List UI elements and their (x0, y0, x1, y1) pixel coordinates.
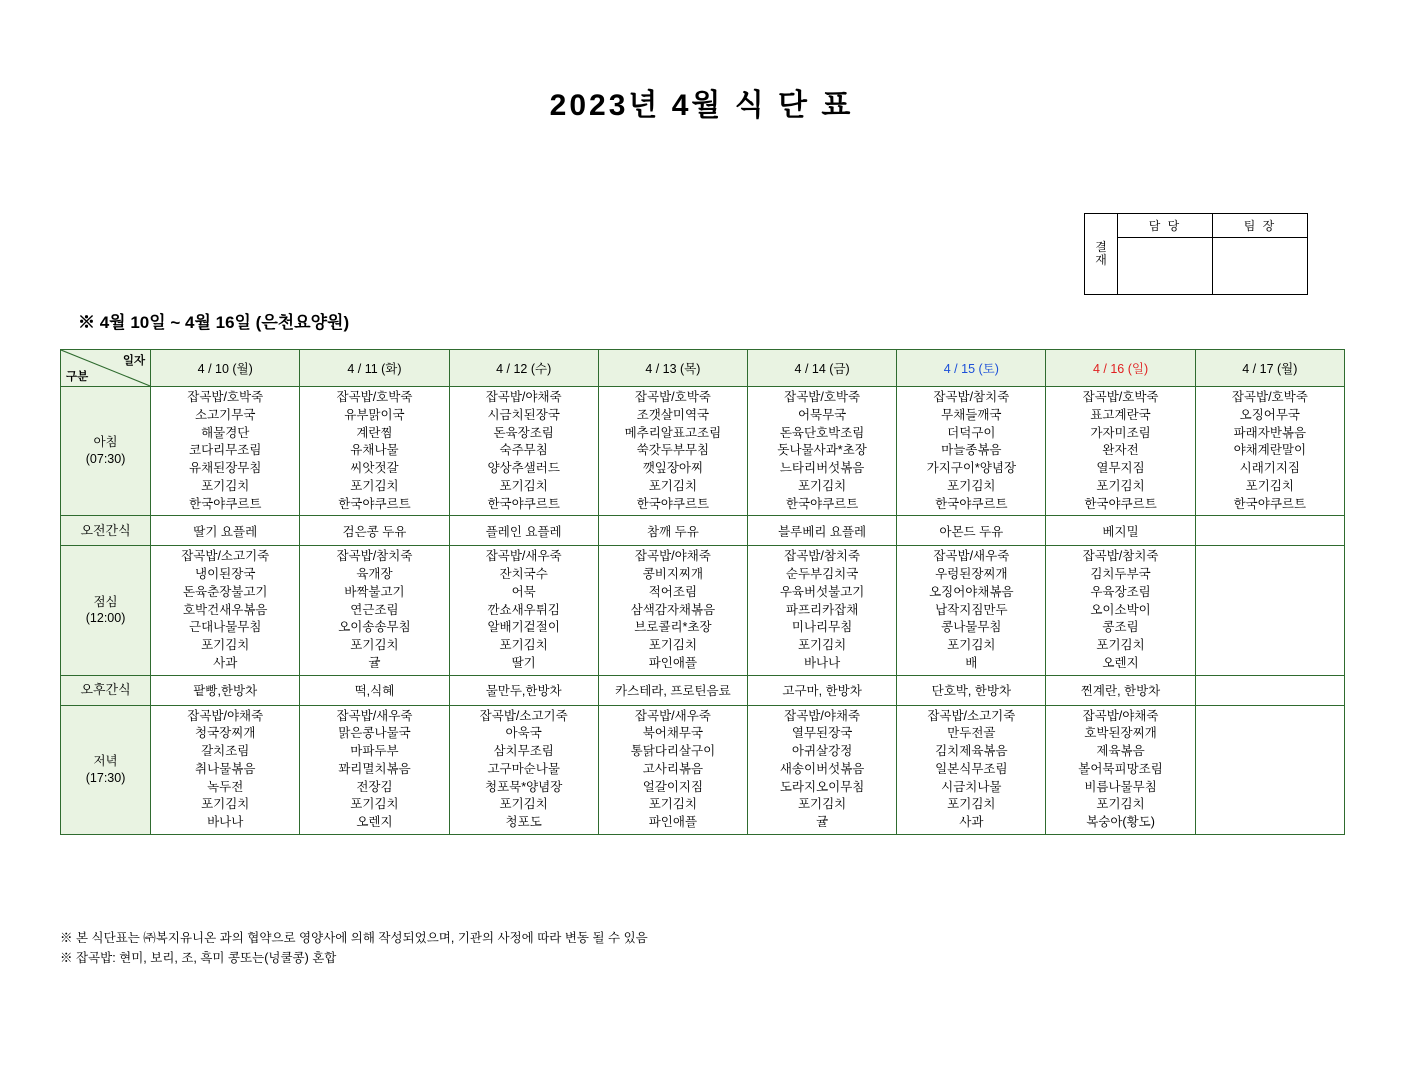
menu-item: 어묵 (511, 584, 536, 599)
menu-item: 포기김치 (350, 478, 399, 493)
menu-item: 삼치무조림 (493, 744, 554, 758)
menu-item: 가자미조림 (1090, 425, 1151, 440)
menu-item: 포기김치 (201, 797, 250, 812)
menu-item: 포기김치 (648, 638, 698, 652)
menu-item: 바나나 (207, 815, 244, 829)
menu-item: 잡곡밥/소고기죽 (181, 549, 270, 564)
menu-cell (748, 516, 897, 546)
menu-cell (1046, 675, 1195, 705)
menu-item: 잡곡밥/새우죽 (336, 708, 413, 723)
menu-item: 콩조림 (1102, 620, 1139, 635)
menu-item: 깐쇼새우튀김 (487, 602, 560, 617)
menu-item: 플레인 요플레 (485, 524, 562, 539)
menu-cell (151, 546, 300, 675)
menu-item: 유채된장무침 (189, 461, 262, 475)
corner-label-date: 일자 (122, 355, 146, 367)
menu-cell (300, 516, 449, 546)
menu-item: 도라지오이무침 (779, 779, 865, 794)
column-header-day-2: 4 / 11 (화) (300, 350, 449, 387)
menu-item: 포기김치 (1245, 478, 1294, 493)
menu-item: 바짝불고기 (344, 584, 405, 599)
menu-item: 고구마순나물 (487, 761, 560, 776)
menu-item: 한국야쿠르트 (636, 496, 710, 511)
menu-item: 포기김치 (350, 638, 399, 652)
menu-item: 잡곡밥/호박죽 (784, 390, 861, 404)
menu-item: 북어채무국 (642, 726, 704, 741)
menu-item: 포기김치 (1096, 797, 1145, 812)
column-header-day-8: 4 / 17 (월) (1195, 350, 1344, 387)
menu-item: 더덕구이 (947, 425, 996, 440)
menu-cell (598, 546, 747, 675)
menu-cell (449, 387, 598, 516)
menu-cell (1195, 546, 1344, 675)
menu-cell (449, 675, 598, 705)
menu-item: 포기김치 (1096, 638, 1145, 652)
menu-item: 잡곡밥/야채죽 (1082, 708, 1159, 723)
menu-item: 냉이된장국 (195, 567, 256, 581)
menu-cell (300, 387, 449, 516)
approval-sign-teamlead (1213, 238, 1308, 295)
menu-cell (449, 546, 598, 675)
menu-item: 잡곡밥/새우죽 (634, 708, 711, 723)
menu-item: 카스테라, 프로틴음료 (615, 684, 731, 698)
menu-item: 취나물볶음 (195, 761, 256, 776)
footnotes (60, 928, 648, 968)
menu-item: 잡곡밥/야채죽 (784, 708, 861, 723)
menu-item: 돈육장조림 (493, 425, 554, 440)
row-label-3 (61, 546, 151, 675)
menu-item: 소고기무국 (195, 407, 256, 422)
menu-item: 포기김치 (1096, 478, 1145, 493)
menu-item: 녹두전 (207, 779, 244, 794)
row-label-2: 오전간식 (61, 516, 151, 546)
menu-item: 콩비지찌개 (642, 567, 704, 581)
table-row (61, 705, 1345, 834)
menu-item: 김치제육볶음 (935, 744, 1008, 758)
menu-cell (1195, 387, 1344, 516)
menu-item: 씨앗젓갈 (350, 461, 399, 475)
menu-item: 적어조림 (648, 584, 698, 599)
menu-item: 연근조림 (350, 602, 399, 617)
menu-item: 맑은콩나물국 (338, 726, 411, 741)
menu-item: 어묵무국 (797, 407, 847, 422)
menu-item: 포기김치 (947, 638, 996, 652)
menu-item: 파인애플 (648, 815, 698, 829)
table-row (61, 546, 1345, 675)
row-label-line1: 저녁 (93, 753, 118, 768)
menu-item: 얼갈이지짐 (642, 779, 704, 794)
menu-item: 오렌지 (356, 815, 393, 829)
menu-item: 메추리알표고조림 (624, 425, 722, 440)
menu-item: 돈육단호박조림 (779, 425, 865, 440)
menu-item: 볼어묵피망조림 (1078, 761, 1163, 776)
menu-item: 귤 (816, 815, 829, 829)
menu-item: 열무지짐 (1096, 461, 1145, 475)
menu-item: 우육장조림 (1090, 584, 1151, 599)
menu-item: 잡곡밥/호박죽 (1082, 390, 1159, 404)
menu-item: 시금치된장국 (487, 407, 560, 422)
menu-item: 새송이버섯볶음 (779, 761, 865, 776)
menu-item: 완자전 (1102, 443, 1139, 458)
menu-cell (1195, 516, 1344, 546)
menu-cell (449, 705, 598, 834)
menu-cell (1046, 705, 1195, 834)
menu-item: 해물경단 (201, 425, 250, 440)
menu-item: 제육볶음 (1096, 744, 1145, 758)
menu-cell (151, 705, 300, 834)
menu-cell (300, 705, 449, 834)
menu-item: 양상추샐러드 (487, 461, 560, 475)
menu-item: 잡곡밥/호박죽 (1231, 390, 1308, 404)
row-label-line1: 점심 (93, 594, 118, 609)
menu-item: 표고계란국 (1090, 407, 1151, 422)
menu-item: 잔치국수 (499, 567, 548, 581)
menu-item: 참깨 두유 (647, 524, 699, 539)
menu-cell (151, 516, 300, 546)
menu-item: 브로콜리*초장 (634, 620, 712, 635)
menu-item: 한국야쿠르트 (935, 496, 1008, 511)
menu-item: 유채나물 (350, 443, 399, 458)
menu-item: 검은콩 두유 (342, 524, 407, 539)
menu-item: 꽈리멸치볶음 (338, 761, 411, 776)
menu-item: 떡,식혜 (354, 684, 395, 698)
menu-cell (897, 705, 1046, 834)
menu-item: 포기김치 (648, 478, 698, 493)
menu-item: 근대나물무침 (189, 620, 262, 635)
approval-col-teamlead: 팀 장 (1213, 214, 1308, 238)
menu-cell (598, 516, 747, 546)
menu-item: 잡곡밥/호박죽 (634, 390, 711, 404)
menu-item: 포기김치 (797, 638, 847, 652)
menu-item: 청국장찌개 (195, 726, 256, 741)
menu-document-page (0, 80, 1403, 1072)
menu-item: 아몬드 두유 (939, 524, 1004, 539)
column-header-day-1: 4 / 10 (월) (151, 350, 300, 387)
menu-item: 청포도 (505, 815, 542, 829)
menu-item: 베지밀 (1102, 524, 1139, 539)
menu-item: 찐계란, 한방차 (1080, 684, 1161, 698)
menu-item: 삼색감자채볶음 (630, 602, 716, 617)
menu-item: 포기김치 (499, 638, 548, 652)
row-label-1 (61, 387, 151, 516)
menu-item: 포기김치 (350, 797, 399, 812)
menu-item: 돈육춘장불고기 (182, 584, 268, 599)
menu-item: 잡곡밥/호박죽 (336, 390, 413, 404)
menu-item: 비름나물무침 (1084, 779, 1157, 794)
menu-item: 오이송송무침 (338, 620, 411, 635)
row-label-line2: (12:00) (85, 611, 126, 626)
menu-item: 돗나물사과*초장 (777, 443, 867, 458)
menu-item: 무채들깨국 (941, 407, 1002, 422)
row-label-5 (61, 705, 151, 834)
menu-item: 파래자반볶음 (1233, 425, 1307, 440)
menu-item: 야채계란말이 (1233, 443, 1307, 458)
menu-item: 포기김치 (201, 478, 250, 493)
footnote-2: ※ 잡곡밥: 현미, 보리, 조, 흑미 콩또는(넝쿨콩) 혼합 (60, 951, 337, 965)
menu-item: 한국야쿠르트 (1084, 496, 1157, 511)
menu-item: 단호박, 한방차 (931, 684, 1012, 698)
menu-cell (598, 675, 747, 705)
menu-item: 오렌지 (1102, 655, 1139, 670)
row-label-4: 오후간식 (61, 675, 151, 705)
menu-cell (300, 546, 449, 675)
menu-item: 숙주무침 (499, 443, 548, 458)
menu-item: 잡곡밥/야채죽 (485, 390, 562, 404)
approval-sign-manager (1118, 238, 1213, 295)
menu-item: 잡곡밥/호박죽 (187, 390, 264, 404)
menu-item: 잡곡밥/소고기죽 (927, 708, 1016, 723)
menu-item: 오징어야채볶음 (929, 584, 1014, 599)
menu-item: 포기김치 (797, 478, 847, 493)
menu-item: 일본식무조림 (935, 761, 1008, 776)
menu-cell (151, 675, 300, 705)
menu-cell (300, 675, 449, 705)
menu-item: 포기김치 (499, 478, 548, 493)
column-header-day-5: 4 / 14 (금) (748, 350, 897, 387)
menu-item: 우육버섯불고기 (779, 584, 865, 599)
column-header-day-6: 4 / 15 (토) (897, 350, 1046, 387)
menu-item: 배 (965, 655, 978, 670)
menu-cell (748, 705, 897, 834)
menu-item: 육개장 (356, 567, 393, 581)
menu-item: 알배기겉절이 (487, 620, 560, 635)
menu-item: 한국야쿠르트 (487, 496, 560, 511)
menu-item: 잡곡밥/소고기죽 (479, 708, 568, 723)
approval-box (1084, 213, 1308, 295)
menu-item: 김치두부국 (1090, 567, 1151, 581)
menu-item: 콩나물무침 (941, 620, 1002, 635)
table-row (61, 387, 1345, 516)
menu-item: 팥빵,한방차 (193, 684, 258, 698)
menu-item: 호박된장찌개 (1084, 726, 1157, 741)
menu-table (60, 349, 1345, 835)
menu-item: 잡곡밥/새우죽 (933, 549, 1010, 564)
menu-item: 마파두부 (350, 744, 399, 758)
menu-cell (1046, 387, 1195, 516)
menu-item: 오징어무국 (1239, 407, 1301, 422)
menu-item: 파인애플 (648, 655, 698, 670)
row-label-line1: 아침 (93, 435, 118, 450)
menu-item: 깻잎장아찌 (642, 461, 704, 475)
menu-item: 아욱국 (505, 726, 542, 741)
column-header-day-4: 4 / 13 (목) (598, 350, 747, 387)
row-label-line2: (07:30) (85, 452, 126, 467)
menu-cell (1195, 675, 1344, 705)
menu-item: 한국야쿠르트 (785, 496, 859, 511)
page-title: 2023년 4월 식 단 표 (549, 89, 854, 122)
menu-item: 귤 (368, 655, 381, 670)
menu-cell (897, 516, 1046, 546)
menu-item: 전장김 (356, 779, 393, 794)
menu-item: 잡곡밥/참치죽 (336, 549, 413, 564)
menu-item: 바나나 (803, 655, 841, 670)
approval-label-line2: 재 (1095, 253, 1107, 267)
approval-label-line1: 결 (1095, 240, 1107, 255)
menu-item: 포기김치 (947, 478, 996, 493)
menu-item: 딸기 요플레 (193, 524, 258, 539)
menu-cell (151, 387, 300, 516)
menu-item: 고구마, 한방차 (782, 684, 862, 698)
menu-item: 사과 (959, 815, 984, 829)
footnote-1: ※ 본 식단표는 ㈜복지유니온 과의 협약으로 영양사에 의해 작성되었으며, 기관의 사정에 따라 변동 될 수 있음 (60, 931, 648, 945)
corner-label-category: 구분 (66, 371, 89, 383)
menu-item: 가지구이*양념장 (926, 461, 1017, 475)
menu-item: 블루베리 요플레 (778, 524, 867, 539)
menu-cell (748, 546, 897, 675)
menu-cell (1195, 705, 1344, 834)
menu-item: 사과 (213, 655, 238, 670)
menu-item: 한국야쿠르트 (338, 496, 411, 511)
approval-label (1085, 214, 1118, 295)
menu-item: 딸기 (511, 655, 536, 670)
menu-item: 잡곡밥/참치죽 (1082, 549, 1159, 564)
menu-item: 계란찜 (356, 425, 393, 440)
menu-cell (748, 387, 897, 516)
menu-item: 잡곡밥/참치죽 (784, 549, 861, 564)
menu-item: 열무된장국 (791, 726, 853, 741)
menu-item: 호박건새우볶음 (182, 602, 268, 617)
menu-item: 갈치조림 (201, 744, 250, 758)
menu-item: 납작지짐만두 (935, 602, 1008, 617)
row-label-line2: (17:30) (85, 770, 126, 785)
table-row (61, 675, 1345, 705)
menu-cell (897, 675, 1046, 705)
menu-item: 미나리무침 (791, 620, 853, 635)
menu-item: 잡곡밥/야채죽 (634, 549, 711, 564)
menu-item: 마늘종볶음 (941, 443, 1002, 458)
menu-cell (748, 675, 897, 705)
column-header-day-3: 4 / 12 (수) (449, 350, 598, 387)
menu-item: 포기김치 (201, 638, 250, 652)
table-row (61, 516, 1345, 546)
approval-col-manager: 담 당 (1118, 214, 1213, 238)
table-corner-cell (61, 350, 151, 387)
menu-item: 시래기지짐 (1239, 461, 1301, 475)
column-header-day-7: 4 / 16 (일) (1046, 350, 1195, 387)
menu-item: 잡곡밥/야채죽 (187, 708, 264, 723)
menu-item: 복숭아(황도) (1086, 815, 1155, 829)
menu-item: 조갯살미역국 (636, 407, 710, 422)
menu-item: 잡곡밥/참치죽 (933, 390, 1010, 404)
menu-item: 시금치나물 (941, 779, 1002, 794)
menu-cell (598, 705, 747, 834)
menu-cell (1046, 546, 1195, 675)
menu-item: 만두전골 (947, 726, 996, 741)
menu-item: 물만두,한방차 (485, 684, 562, 698)
menu-item: 오이소박이 (1090, 602, 1151, 617)
menu-item: 코다리무조림 (189, 443, 262, 458)
menu-item: 유부맑이국 (344, 407, 405, 422)
menu-item: 청포묵*양념장 (485, 779, 563, 794)
menu-item: 쑥갓두부무침 (636, 443, 710, 458)
menu-item: 포기김치 (797, 797, 847, 812)
menu-cell (449, 516, 598, 546)
menu-item: 아귀살강정 (791, 744, 853, 758)
menu-item: 잡곡밥/새우죽 (485, 549, 562, 564)
menu-item: 한국야쿠르트 (1233, 496, 1307, 511)
menu-cell (897, 387, 1046, 516)
menu-item: 고사리볶음 (642, 761, 704, 776)
menu-item: 느타리버섯볶음 (779, 461, 865, 475)
menu-item: 포기김치 (947, 797, 996, 812)
menu-item: 포기김치 (499, 797, 548, 812)
menu-item: 통닭다리살구이 (630, 744, 716, 758)
menu-item: 파프리카잡채 (785, 602, 859, 617)
menu-cell (1046, 516, 1195, 546)
date-range-subtitle: ※ 4월 10일 ~ 4월 16일 (은천요양원) (78, 313, 350, 332)
menu-item: 우렁된장찌개 (935, 567, 1008, 581)
menu-item: 포기김치 (648, 797, 698, 812)
table-header-row (61, 350, 1345, 387)
menu-item: 한국야쿠르트 (189, 496, 262, 511)
menu-cell (598, 387, 747, 516)
menu-cell (897, 546, 1046, 675)
menu-item: 순두부김치국 (785, 567, 859, 581)
